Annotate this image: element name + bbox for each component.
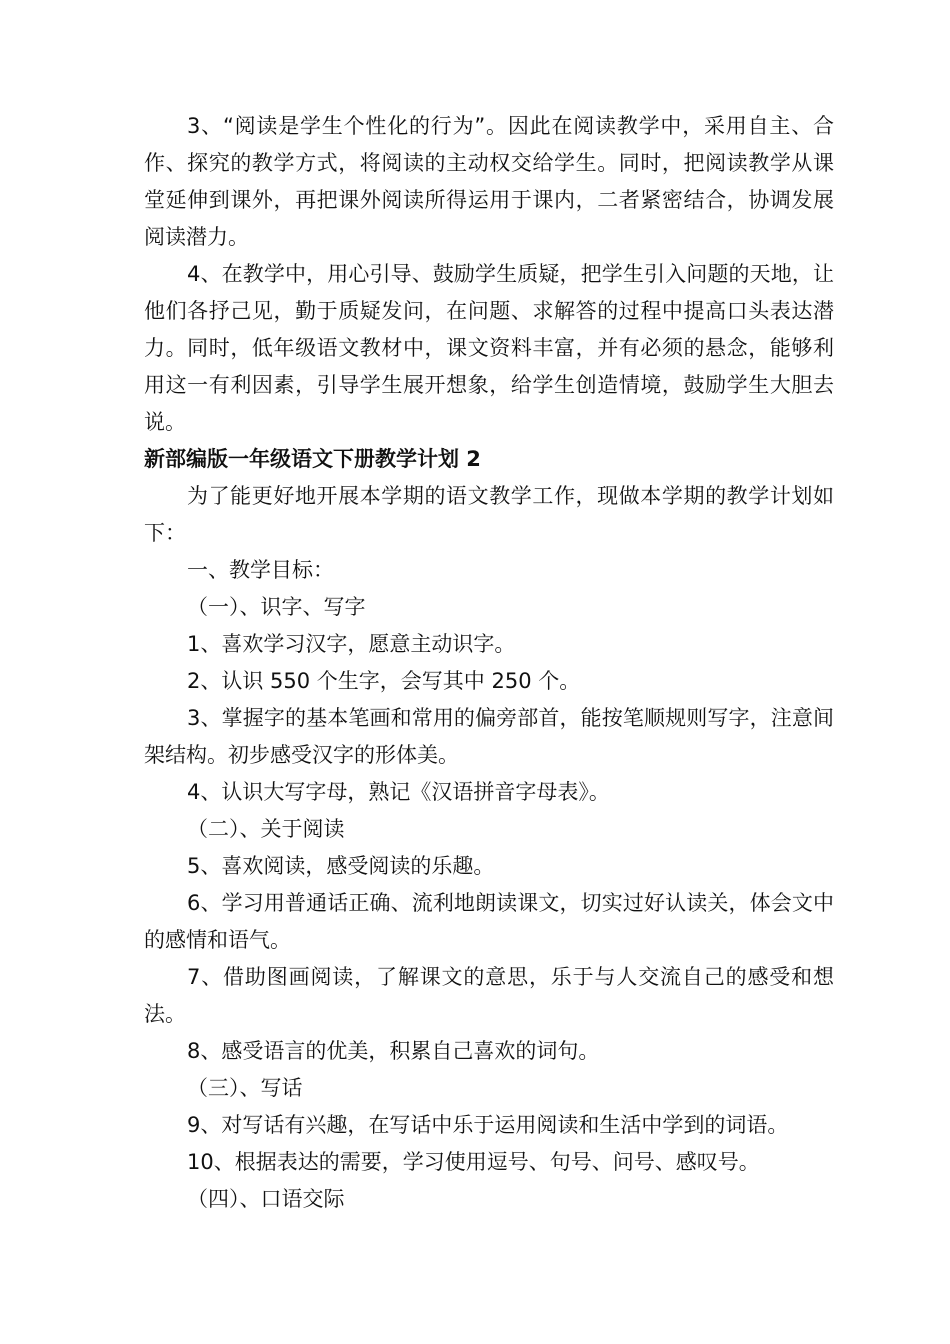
subheading-reading: （二）、关于阅读 — [187, 817, 345, 841]
list-item-4: 4、认识大写字母，熟记《汉语拼音字母表》。 — [187, 780, 610, 804]
list-item-9: 9、对写话有兴趣，在写话中乐于运用阅读和生活中学到的词语。 — [187, 1113, 789, 1137]
subheading-writing: （三）、写话 — [187, 1076, 303, 1100]
list-item-10: 10、根据表达的需要，学习使用逗号、句号、问号、感叹号。 — [187, 1150, 760, 1174]
document-content — [144, 108, 834, 1218]
list-item-5: 5、喜欢阅读，感受阅读的乐趣。 — [187, 854, 495, 878]
list-item-1: 1、喜欢学习汉字，愿意主动识字。 — [187, 632, 516, 656]
paragraph-intro: 为了能更好地开展本学期的语文教学工作，现做本学期的教学计划如下： — [144, 484, 834, 545]
list-item-6: 6、学习用普通话正确、流利地朗读课文，切实过好认读关，体会文中的感情和语气。 — [144, 891, 834, 952]
subheading-oral-communication: （四）、口语交际 — [187, 1187, 345, 1211]
list-item-3: 3、掌握字的基本笔画和常用的偏旁部首，能按笔顺规则写字，注意间架结构。初步感受汉字的形体美。 — [144, 706, 834, 767]
subheading-teaching-goals: 一、教学目标： — [187, 558, 334, 582]
paragraph-reading-individuality: 3、“阅读是学生个性化的行为”。因此在阅读教学中，采用自主、合作、探究的教学方式，将阅读的主动权交给学生。同时，把阅读教学从课堂延伸到课外，再把课外阅读所得运用于课内，二者紧密结合，协调发展阅读潜力。 — [144, 114, 834, 249]
subheading-literacy-writing: （一）、识字、写字 — [187, 595, 366, 619]
list-item-7: 7、借助图画阅读，了解课文的意思，乐于与人交流自己的感受和想法。 — [144, 965, 834, 1026]
list-item-2: 2、认识 550 个生字，会写其中 250 个。 — [187, 669, 581, 693]
paragraph-encourage-questions: 4、在教学中，用心引导、鼓励学生质疑，把学生引入问题的天地，让他们各抒己见，勤于质疑发问，在问题、求解答的过程中提高口头表达潜力。同时，低年级语文教材中，课文资料丰富，并有必须的悬念，能够利用这一有利因素，引导学生展开想象，给学生创造情境，鼓励学生大胆去说。 — [144, 262, 834, 434]
list-item-8: 8、感受语言的优美，积累自己喜欢的词句。 — [187, 1039, 600, 1063]
section-heading: 新部编版一年级语文下册教学计划 2 — [144, 447, 481, 471]
